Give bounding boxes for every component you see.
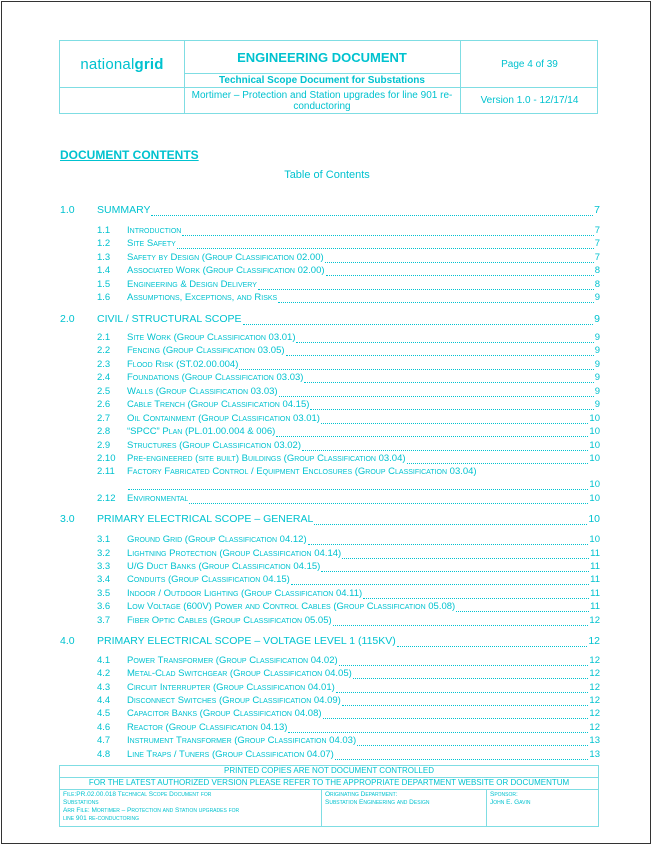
document-header — [59, 40, 598, 114]
toc-entry-title: U/G Duct Banks (Group Classification 04.15) — [127, 561, 321, 572]
toc-entry-page: 13 — [589, 749, 600, 760]
toc-entry-number: 4.5 — [97, 708, 111, 719]
document-footer — [59, 765, 599, 827]
toc-leader-dots — [342, 697, 589, 706]
toc-entry-number: 3.3 — [97, 561, 111, 572]
toc-entry[interactable] — [60, 721, 600, 733]
toc-entry[interactable] — [60, 748, 600, 760]
toc-entry-page: 10 — [589, 534, 600, 545]
toc-entry-page: 12 — [589, 695, 600, 706]
footer-control-notice: PRINTED COPIES ARE NOT DOCUMENT CONTROLLED — [60, 766, 598, 778]
toc-entry-number: 3.1 — [97, 534, 111, 545]
toc-leader-dots — [286, 347, 594, 356]
toc-leader-dots — [308, 536, 589, 545]
toc-leader-dots — [326, 267, 594, 276]
national-grid-logo: national grid — [60, 41, 185, 88]
toc-heading: Table of Contents — [284, 169, 370, 181]
toc-entry[interactable] — [60, 547, 600, 559]
toc-entry-title: Flood Risk (ST.02.00.004) — [127, 359, 239, 370]
toc-entry[interactable] — [60, 533, 600, 545]
toc-leader-dots — [278, 294, 594, 303]
toc-entry-title: PRIMARY ELECTRICAL SCOPE – GENERAL — [97, 513, 314, 525]
toc-entry-number: 2.5 — [97, 386, 111, 397]
toc-entry[interactable] — [60, 412, 600, 424]
toc-entry-page: 10 — [589, 479, 600, 490]
toc-entry-number: 2.1 — [97, 332, 111, 343]
toc-leader-dots — [323, 710, 589, 719]
toc-entry[interactable] — [60, 654, 600, 666]
toc-entry-number: 1.4 — [97, 265, 111, 276]
toc-entry-page: 9 — [594, 345, 600, 356]
toc-entry-page: 12 — [589, 708, 600, 719]
toc-entry-number: 4.3 — [97, 682, 111, 693]
toc-leader-dots — [302, 442, 588, 451]
toc-entry-number: 2.2 — [97, 345, 111, 356]
toc-entry[interactable] — [60, 634, 600, 647]
toc-leader-dots — [339, 657, 589, 666]
toc-entry-number: 4.0 — [60, 635, 75, 647]
toc-leader-dots — [151, 207, 593, 216]
toc-entry-number: 1.1 — [97, 225, 111, 236]
toc-entry-number: 3.0 — [60, 513, 75, 525]
toc-entry-number: 3.2 — [97, 548, 111, 559]
toc-entry-number: 1.5 — [97, 279, 111, 290]
toc-entry[interactable] — [60, 251, 600, 263]
toc-entry-title: Walls (Group Classification 03.03) — [127, 386, 278, 397]
toc-leader-dots — [397, 638, 588, 647]
toc-entry-title: Instrument Transformer (Group Classification 04.03) — [127, 735, 357, 746]
page-number: Page 4 of 39 — [461, 41, 598, 88]
toc-entry-page: 10 — [589, 413, 600, 424]
toc-entry-page: 8 — [594, 279, 600, 290]
toc-entry[interactable] — [60, 573, 600, 585]
toc-leader-dots — [128, 481, 588, 490]
toc-entry-number: 2.12 — [97, 493, 116, 504]
toc-entry-title: Lightning Protection (Group Classification 04.14) — [127, 548, 342, 559]
toc-entry-page: 9 — [594, 399, 600, 410]
toc-entry-title: Oil Containment (Group Classification 03.01) — [127, 413, 320, 424]
document-subtitle: Technical Scope Document for Substations — [184, 74, 460, 88]
toc-entry-page: 12 — [589, 655, 600, 666]
toc-entry[interactable] — [60, 587, 600, 599]
toc-entry-number: 2.9 — [97, 440, 111, 451]
toc-entry-page: 7 — [594, 204, 600, 216]
toc-entry-page: 10 — [589, 426, 600, 437]
toc-entry-page: 11 — [590, 574, 600, 585]
toc-entry-page: 9 — [594, 292, 600, 303]
toc-entry[interactable] — [60, 371, 600, 383]
toc-entry-title: SUMMARY — [97, 204, 151, 216]
toc-entry-number: 2.11 — [97, 466, 115, 477]
toc-entry-page: 11 — [590, 548, 600, 559]
toc-entry-title: Structures (Group Classification 03.02) — [127, 440, 301, 451]
toc-entry-title: Assumptions, Exceptions, and Risks — [127, 292, 278, 303]
toc-entry-page: 12 — [589, 615, 600, 626]
toc-entry[interactable] — [60, 560, 600, 572]
toc-leader-dots — [321, 415, 588, 424]
toc-entry-title: PRIMARY ELECTRICAL SCOPE – VOLTAGE LEVEL 1 (115KV) — [97, 635, 396, 647]
toc-entry-title: Circuit Interrupter (Group Classification 04.01) — [127, 682, 335, 693]
toc-entry-number: 2.3 — [97, 359, 111, 370]
toc-entry[interactable] — [60, 358, 600, 370]
toc-leader-dots — [291, 576, 589, 585]
toc-entry-title: Ground Grid (Group Classification 04.12) — [127, 534, 307, 545]
toc-entry-title: Reactor (Group Classification 04.13) — [127, 722, 288, 733]
toc-entry[interactable] — [60, 291, 600, 303]
toc-leader-dots — [189, 495, 588, 504]
toc-entry-page: 7 — [594, 238, 600, 249]
toc-entry-page: 10 — [589, 440, 600, 451]
toc-entry-number: 4.2 — [97, 668, 111, 679]
toc-entry-title: Fencing (Group Classification 03.05) — [127, 345, 285, 356]
toc-entry-title: Environmental — [127, 493, 189, 504]
toc-leader-dots — [288, 724, 588, 733]
toc-leader-dots — [363, 590, 589, 599]
toc-leader-dots — [336, 684, 589, 693]
document-type: ENGINEERING DOCUMENT — [184, 41, 460, 74]
toc-entry-page: 9 — [594, 313, 600, 325]
toc-entry-number: 4.8 — [97, 749, 111, 760]
toc-leader-dots — [239, 361, 593, 370]
toc-leader-dots — [243, 316, 594, 325]
toc-entry-title: Safety by Design (Group Classification 02.00) — [127, 252, 324, 263]
toc-entry-page: 10 — [588, 513, 600, 525]
toc-entry-page: 9 — [594, 359, 600, 370]
toc-leader-dots — [335, 751, 589, 760]
toc-entry-page: 8 — [594, 265, 600, 276]
toc-entry[interactable] — [60, 465, 600, 477]
toc-entry-number: 2.7 — [97, 413, 111, 424]
toc-leader-dots — [325, 254, 594, 263]
toc-leader-dots — [177, 240, 594, 249]
toc-entry-page: 7 — [594, 252, 600, 263]
toc-entry-page: 9 — [594, 332, 600, 343]
toc-entry-title: Conduits (Group Classification 04.15) — [127, 574, 290, 585]
toc-entry-number: 2.10 — [97, 453, 116, 464]
toc-entry-title: Engineering & Design Delivery — [127, 279, 257, 290]
footer-file-info: File:PR.02.00.018 Technical Scope Document for Substations Arr File: Mortimer – Protection and Station upgrades for line 901 re-conductoring — [60, 789, 322, 826]
toc-entry-title: Introduction — [127, 225, 182, 236]
toc-entry-page: 9 — [594, 372, 600, 383]
toc-entry-page: 9 — [594, 386, 600, 397]
toc-entry-page: 10 — [589, 453, 600, 464]
toc-entry[interactable] — [60, 452, 600, 464]
toc-leader-dots — [276, 428, 588, 437]
toc-leader-dots — [310, 401, 593, 410]
toc-entry-number: 4.1 — [97, 655, 111, 666]
toc-entry-title: Foundations (Group Classification 03.03) — [127, 372, 304, 383]
toc-entry-page: 13 — [589, 735, 600, 746]
toc-leader-dots — [357, 737, 588, 746]
toc-entry-title: Associated Work (Group Classification 02.00) — [127, 265, 325, 276]
toc-entry-title: Cable Trench (Group Classification 04.15) — [127, 399, 310, 410]
toc-entry-page: 12 — [589, 682, 600, 693]
toc-leader-dots — [258, 281, 594, 290]
toc-entry-page: 11 — [590, 561, 600, 572]
toc-leader-dots — [333, 617, 589, 626]
toc-entry-number: 3.4 — [97, 574, 111, 585]
toc-entry-number: 3.5 — [97, 588, 111, 599]
document-contents-heading: DOCUMENT CONTENTS — [60, 148, 199, 162]
toc-entry-title: Disconnect Switches (Group Classification 04.09) — [127, 695, 341, 706]
toc-entry-page: 12 — [588, 635, 600, 647]
toc-entry-page: 12 — [589, 722, 600, 733]
toc-entry-number: 4.4 — [97, 695, 111, 706]
toc-entry[interactable] — [60, 331, 600, 343]
toc-entry[interactable] — [60, 614, 600, 626]
toc-entry-number: 1.2 — [97, 238, 111, 249]
toc-entry[interactable] — [60, 439, 600, 451]
toc-entry-title: Power Transformer (Group Classification 04.02) — [127, 655, 338, 666]
toc-entry-title: Site Work (Group Classification 03.01) — [127, 332, 296, 343]
toc-entry-title: Line Traps / Tuners (Group Classification 04.07) — [127, 749, 334, 760]
toc-leader-dots — [353, 670, 589, 679]
toc-leader-dots — [296, 334, 593, 343]
toc-entry[interactable] — [60, 344, 600, 356]
toc-entry-continuation — [60, 478, 600, 490]
toc-entry[interactable] — [60, 667, 600, 679]
toc-entry[interactable] — [60, 681, 600, 693]
toc-entry-title: Factory Fabricated Control / Equipment Enclosures (Group Classification 03.04) — [127, 466, 477, 477]
toc-entry-number: 2.4 — [97, 372, 111, 383]
toc-entry[interactable] — [60, 600, 600, 612]
footer-sponsor: Sponsor: John E. Gavin — [490, 791, 531, 806]
toc-leader-dots — [321, 563, 589, 572]
toc-entry[interactable] — [60, 707, 600, 719]
document-page — [1, 1, 651, 844]
toc-entry-title: Site Safety — [127, 238, 176, 249]
toc-entry[interactable] — [60, 492, 600, 504]
toc-entry-title: CIVIL / STRUCTURAL SCOPE — [97, 313, 242, 325]
toc-entry[interactable] — [60, 312, 600, 325]
toc-entry[interactable] — [60, 385, 600, 397]
toc-leader-dots — [314, 516, 587, 525]
toc-entry-title: Capacitor Banks (Group Classification 04.08) — [127, 708, 322, 719]
toc-entry[interactable] — [60, 203, 600, 216]
toc-entry-title: Pre-engineered (site built) Buildings (Group Classification 03.04) — [127, 453, 406, 464]
toc-entry-title: Fiber Optic Cables (Group Classification 05.05) — [127, 615, 332, 626]
toc-entry-title: Low Voltage (600V) Power and Control Cables (Group Classification 05.08) — [127, 601, 456, 612]
project-title: Mortimer – Protection and Station upgrades for line 901 re-conductoring — [191, 90, 453, 112]
toc-entry[interactable] — [60, 425, 600, 437]
toc-entry[interactable] — [60, 694, 600, 706]
toc-entry[interactable] — [60, 278, 600, 290]
toc-leader-dots — [456, 603, 589, 612]
toc-entry-number: 2.0 — [60, 313, 75, 325]
toc-entry-number: 4.7 — [97, 735, 111, 746]
toc-entry[interactable] — [60, 237, 600, 249]
toc-entry-number: 2.6 — [97, 399, 111, 410]
toc-leader-dots — [342, 550, 589, 559]
toc-entry-title: “SPCC” Plan (PL.01.00.004 & 006) — [127, 426, 276, 437]
toc-entry[interactable] — [60, 264, 600, 276]
toc-entry-page: 10 — [589, 493, 600, 504]
toc-leader-dots — [279, 388, 594, 397]
toc-entry-number: 2.8 — [97, 426, 111, 437]
toc-entry-number: 3.7 — [97, 615, 111, 626]
toc-entry-number: 1.6 — [97, 292, 111, 303]
toc-entry-page: 12 — [589, 668, 600, 679]
toc-leader-dots — [182, 227, 593, 236]
toc-leader-dots — [407, 455, 589, 464]
toc-entry-number: 1.3 — [97, 252, 111, 263]
toc-entry-title: Metal-Clad Switchgear (Group Classification 04.05) — [127, 668, 352, 679]
toc-entry-title: Indoor / Outdoor Lighting (Group Classification 04.11) — [127, 588, 363, 599]
footer-version-notice: FOR THE LATEST AUTHORIZED VERSION PLEASE REFER TO THE APPROPRIATE DEPARTMENT WEBSITE OR DOCUMENTUM — [60, 778, 598, 790]
version-date: Version 1.0 - 12/17/14 — [480, 95, 579, 106]
toc-entry[interactable] — [60, 734, 600, 746]
toc-entry[interactable] — [60, 224, 600, 236]
toc-entry[interactable] — [60, 398, 600, 410]
footer-department: Originating Department: Substation Engineering and Design — [322, 789, 487, 826]
toc-entry-number: 4.6 — [97, 722, 111, 733]
toc-entry-page: 11 — [590, 601, 600, 612]
toc-entry-number: 3.6 — [97, 601, 111, 612]
toc-entry-page: 7 — [594, 225, 600, 236]
toc-entry-number: 1.0 — [60, 204, 75, 216]
toc-entry-page: 11 — [590, 588, 600, 599]
toc-entry[interactable] — [60, 512, 600, 525]
toc-leader-dots — [304, 374, 593, 383]
